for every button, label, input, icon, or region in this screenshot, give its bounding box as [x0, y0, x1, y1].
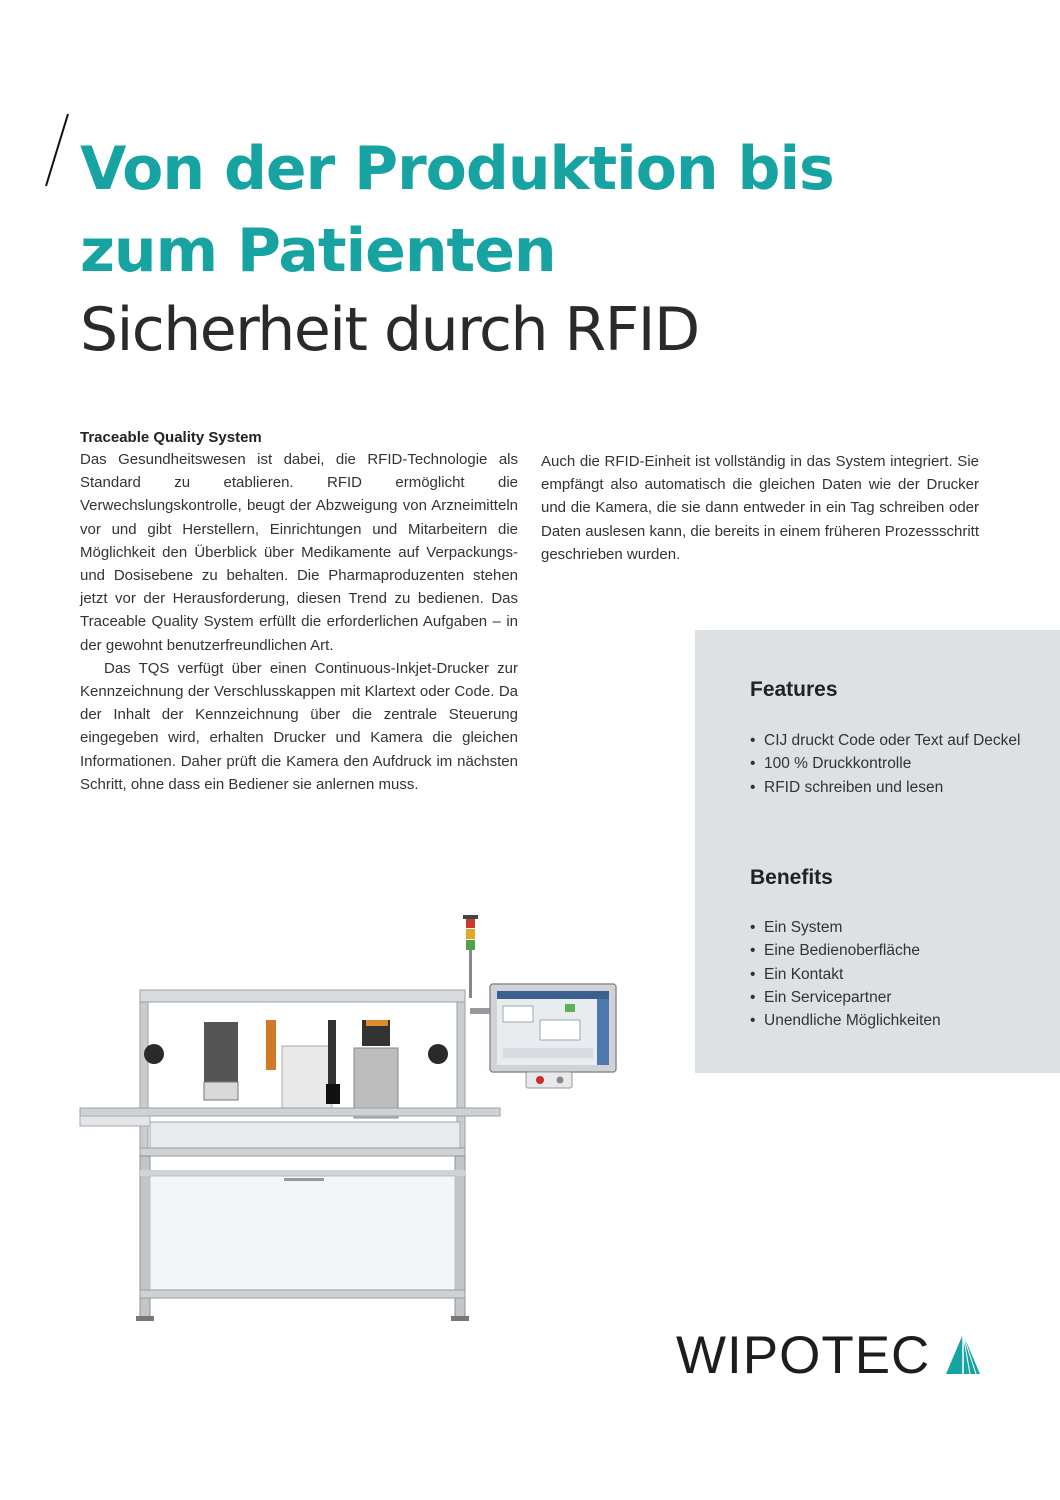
article-paragraph-3: Auch die RFID-Einheit ist vollständig in das System integriert. Sie empfängt also automatisch die gleichen Daten wie der Drucker und die Kamera, die sie dann entweder in ein Tag schreiben oder Daten auslesen kann, die bereits in einem früheren Prozessschritt geschrieben wurden. [541, 453, 979, 563]
benefits-list [750, 916, 1030, 1032]
machine-illustration [70, 908, 630, 1338]
benefits-item: • Ein System [750, 916, 1030, 939]
page-subtitle: Sicherheit durch RFID [80, 295, 699, 365]
page-title [80, 128, 834, 292]
wipotec-logo [676, 1326, 986, 1386]
article-column-left [80, 428, 518, 796]
features-list [750, 729, 1030, 799]
article-paragraph-1: Das Gesundheitswesen ist dabei, die RFID-Technologie als Standard zu etablieren. RFID ermöglicht die Verwechslungskontrolle, beugt der Abzweigung von Arzneimitteln vor und gibt Herstellern, Einrichtungen und Mitarbeitern die Möglichkeit den Überblick über Medikamente auf Verpackungs- und Dosisebene zu behalten. Die Pharmaproduzenten stehen jetzt vor der Herausforderung, diesen Trend zu bedienen. Das Traceable Quality System erfüllt die erforderlichen Aufgaben – in der gewohnt benutzerfreundlichen Art. [80, 451, 518, 654]
title-line-1: Von der Produktion bis [80, 134, 834, 204]
features-item: • 100 % Druckkontrolle [750, 752, 1030, 775]
benefits-item: • Eine Bedienoberfläche [750, 939, 1030, 962]
title-line-2: zum Patienten [80, 216, 556, 286]
features-item: • RFID schreiben und lesen [750, 776, 1030, 799]
article-column-right [541, 450, 979, 566]
logo-triangle-icon [944, 1332, 982, 1376]
features-item: • CIJ druckt Code oder Text auf Deckel [750, 729, 1030, 752]
article-paragraph-2: Das TQS verfügt über einen Continuous-Inkjet-Drucker zur Kennzeichnung der Verschlusskappen mit Klartext oder Code. Da der Inhalt der Kennzeichnung über die zentrale Steuerung eingegeben wird, erhalten Drucker und Kamera die gleichen Informationen. Daher prüft die Kamera den Aufdruck im nächsten Schritt, ohne dass ein Bediener sie anlernen muss. [80, 659, 518, 793]
article-heading: Traceable Quality System [80, 429, 262, 446]
benefits-item: • Ein Servicepartner [750, 986, 1030, 1009]
benefits-heading: Benefits [750, 866, 833, 889]
benefits-item: • Ein Kontakt [750, 963, 1030, 986]
features-heading: Features [750, 678, 838, 701]
logo-wordmark: WIPOTEC [676, 1326, 931, 1385]
decorative-slash [38, 112, 78, 192]
features-benefits-panel [695, 630, 1060, 1073]
benefits-item: • Unendliche Möglichkeiten [750, 1009, 1030, 1032]
